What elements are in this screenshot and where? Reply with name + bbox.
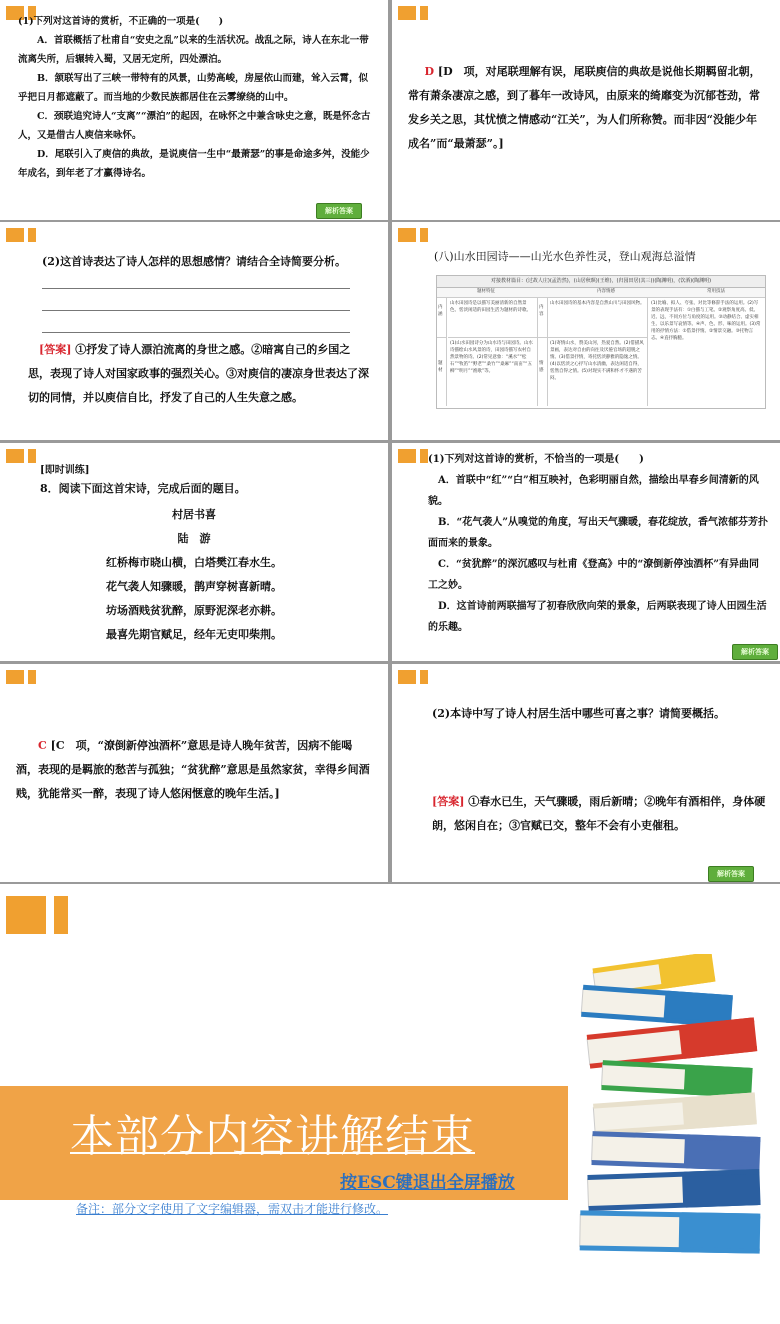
option-d: D．这首诗前两联描写了初春欣欣向荣的景象，后两联表现了诗人田园生活的乐趣。: [428, 601, 767, 633]
row-label: 内涵: [437, 298, 447, 338]
slide-6: [392, 443, 780, 661]
section-title: (八)山水田园诗——山光水色养性灵，登山观海总溢情: [434, 250, 696, 263]
row-label: 题材: [437, 338, 447, 406]
slide-tab-decoration: [398, 449, 428, 463]
answer-line: [42, 332, 350, 333]
answer-line: [42, 288, 350, 289]
table-cell: (1)寄情山水，赞美山河，热爱自然。(2)借描风景画，表达对自由的向往及厌倦官场的超脱之情。(3)借景抒情，寄托恬淡静雅的隐逸之情。(4)以恬淡之心抒写山水清幽，表达闲适自得，恬然自得之情。(5)对现实不满和怀才不遇的苦闷。: [548, 338, 648, 406]
table-cell: 山水田园诗的基本内容是自然山川与田园风物。: [548, 298, 648, 338]
book: [581, 985, 733, 1027]
slide-tab-decoration: [6, 449, 36, 463]
analysis-text: [D 项，对尾联理解有误，尾联庾信的典故是说他长期羁留北朝，常有萧条凄凉之感，到了暮年一改诗风，由原来的绮靡变为沉郁苍劲，常发乡关之思，其忧愤之情感动“江关”，为人们所称赞。而非因“没能少年成名”而“最萧瑟”。]: [408, 65, 761, 150]
book: [591, 1131, 760, 1171]
option-a: A．首联中“红”“白”相互映衬，色彩明丽自然，描绘出早春乡间清新的风貌。: [428, 475, 759, 507]
poem: [0, 503, 388, 647]
option-a: A．首联概括了杜甫自“安史之乱”以来的生活状况。战乱之际，诗人在东北一带流离失所，后辗转入蜀，又居无定所，四处漂泊。: [18, 35, 369, 65]
answer-block: [432, 790, 766, 838]
answer-tag: [答案]: [432, 795, 465, 808]
question: (2)这首诗表达了诗人怎样的思想感情？请结合全诗简要分析。: [42, 255, 347, 268]
book: [593, 1092, 757, 1135]
slide-5: [0, 443, 388, 661]
book: [601, 1060, 752, 1098]
slide-2: [392, 0, 780, 220]
prompt: 8．阅读下面这首宋诗，完成后面的题目。: [40, 482, 246, 495]
slide-3: [0, 222, 388, 440]
book-stack-illustration: [574, 954, 774, 1274]
answer-letter: C: [38, 739, 47, 752]
answer-tag: [答案]: [39, 343, 72, 356]
poem-title: 村居书喜: [172, 508, 216, 521]
slide-tab-decoration: [398, 228, 428, 242]
question: (1)下列对这首诗的赏析，不正确的一项是( ): [18, 16, 224, 27]
book: [580, 1210, 761, 1253]
slide-8: [392, 664, 780, 882]
option-d: D．尾联引入了庾信的典故，是说庾信一生中“最萧瑟”的事是命途多舛，没能少年成名，到年老了才赢得诗名。: [18, 149, 370, 179]
question: (2)本诗中写了诗人村居生活中哪些可喜之事？请简要概括。: [432, 707, 726, 720]
analysis-answer-button[interactable]: 解析答案: [708, 866, 754, 882]
answer-analysis: [16, 734, 374, 806]
slide-tab-decoration: [6, 670, 36, 684]
slide-tab-decoration: [398, 6, 428, 20]
slide-tab-decoration: [6, 896, 66, 934]
analysis-answer-button[interactable]: 解析答案: [316, 203, 362, 219]
answer-line: [42, 310, 350, 311]
analysis-answer-button[interactable]: 解析答案: [732, 644, 778, 660]
slide-1: [0, 0, 388, 220]
poem-line: 红桥梅市晓山横，白塔樊江春水生。: [106, 556, 282, 569]
answer-text: ①抒发了诗人漂泊流离的身世之感。②暗寓自己的乡国之思，表现了诗人对国家政事的强烈关心。③对庾信的凄凉身世表达了深切的同情，并以庾信自比，抒发了自己的人生失意之感。: [28, 343, 369, 404]
summary-table: [436, 275, 766, 409]
question: (1)下列对这首诗的赏析，不恰当的一项是( ): [428, 454, 644, 465]
option-c: C．“贫犹醉”的深沉感叹与杜甫《登高》中的“潦倒新停浊酒杯”有异曲同工之妙。: [428, 559, 759, 591]
answer-text: ①春水已生，天气骤暖，雨后新晴；②晚年有酒相伴，身体硬朗，悠闲自在；③官赋已交，整年不会有小吏催租。: [432, 795, 766, 832]
col-header: 内容情感: [597, 289, 615, 294]
poem-author: 陆 游: [177, 532, 211, 545]
col-header: 题材特征: [477, 289, 495, 294]
analysis-text: [C 项，“潦倒新停浊酒杯”意思是诗人晚年贫苦，因病不能喝酒，表现的是羁旅的愁苦与孤独；“贫犹醉”意思是虽然家贫，幸得乡间酒贱，犹能常买一醉，表现了诗人悠闲惬意的晚年生活。]: [16, 739, 370, 800]
table-cell: 山水田园诗是以描写美丽清新的自然景色、恬淡闲适的田园生活为题材的诗歌。: [448, 298, 538, 338]
slide-7: [0, 664, 388, 882]
option-b: B．颔联写出了三峡一带特有的风景，山势高峻，房屋依山而建，耸入云霄，似乎把日月都遮蔽了。而当地的少数民族都居住在云雾缭绕的山中。: [18, 73, 369, 103]
slide-tab-decoration: [398, 670, 428, 684]
poem-line: 最喜先期官赋足，经年无吏叩柴荆。: [106, 628, 282, 641]
poem-line: 坊场酒贱贫犹醉，原野泥深老亦耕。: [106, 604, 282, 617]
table-cell: (1)比喻、拟人、夸张、对比等修辞手法的运用。(2)写景的表现手法有：①白描与工笔。②观察角度高、低、近、远，不同方位与角度的运用。③动静结合、虚实相生、以乐景写哀情等。④声、色、形、味的运用。(3)常用的抒情方法：①借景抒情。②情景交融。③托物言志。④直抒胸臆。: [651, 301, 761, 341]
option-b: B．“花气袭人”从嗅觉的角度，写出天气骤暖，春花绽放，香气浓郁芬芳扑面而来的景象。: [428, 517, 768, 549]
answer-analysis: [408, 60, 764, 156]
poem-line: 花气袭人知骤暖，鹊声穿树喜新晴。: [106, 580, 282, 593]
row-label: 内容: [538, 298, 548, 338]
table-header: 对接教材篇目：(过故人庄)(孟浩然)，(山居秋暝)(王维)，(归园田居(其三))(陶渊明)，(饮酒)(陶渊明): [437, 276, 765, 288]
slide-tab-decoration: [6, 228, 36, 242]
col-header: 常用技法: [707, 289, 725, 294]
table-cell: (1)山水田园诗分为山水诗与田园诗。山水诗描绘山水风景的诗，田园诗描写农村自然景物的诗。(2)常见意象：“溪水”“松石”“牧笛”“野老”“桑竹”“桑麻”“南亩”“五柳”“明月”“渔歌”等。: [448, 338, 538, 406]
row-label: 情感: [538, 338, 548, 406]
end-title: 本部分内容讲解结束: [70, 1111, 475, 1162]
editor-note-link[interactable]: 备注：部分文字使用了文字编辑器，需双击才能进行修改。: [76, 1202, 389, 1216]
option-c: C．颈联追究诗人“支离”“漂泊”的起因，在咏怀之中兼含咏史之意，既是怀念古人，又是借古人庾信来咏怀。: [18, 111, 371, 141]
book: [587, 1169, 760, 1211]
practice-tag: [即时训练]: [40, 465, 90, 476]
answer-letter: D: [424, 65, 435, 78]
answer-block: [28, 338, 372, 410]
esc-exit-link[interactable]: 按ESC键退出全屏播放: [340, 1173, 515, 1193]
